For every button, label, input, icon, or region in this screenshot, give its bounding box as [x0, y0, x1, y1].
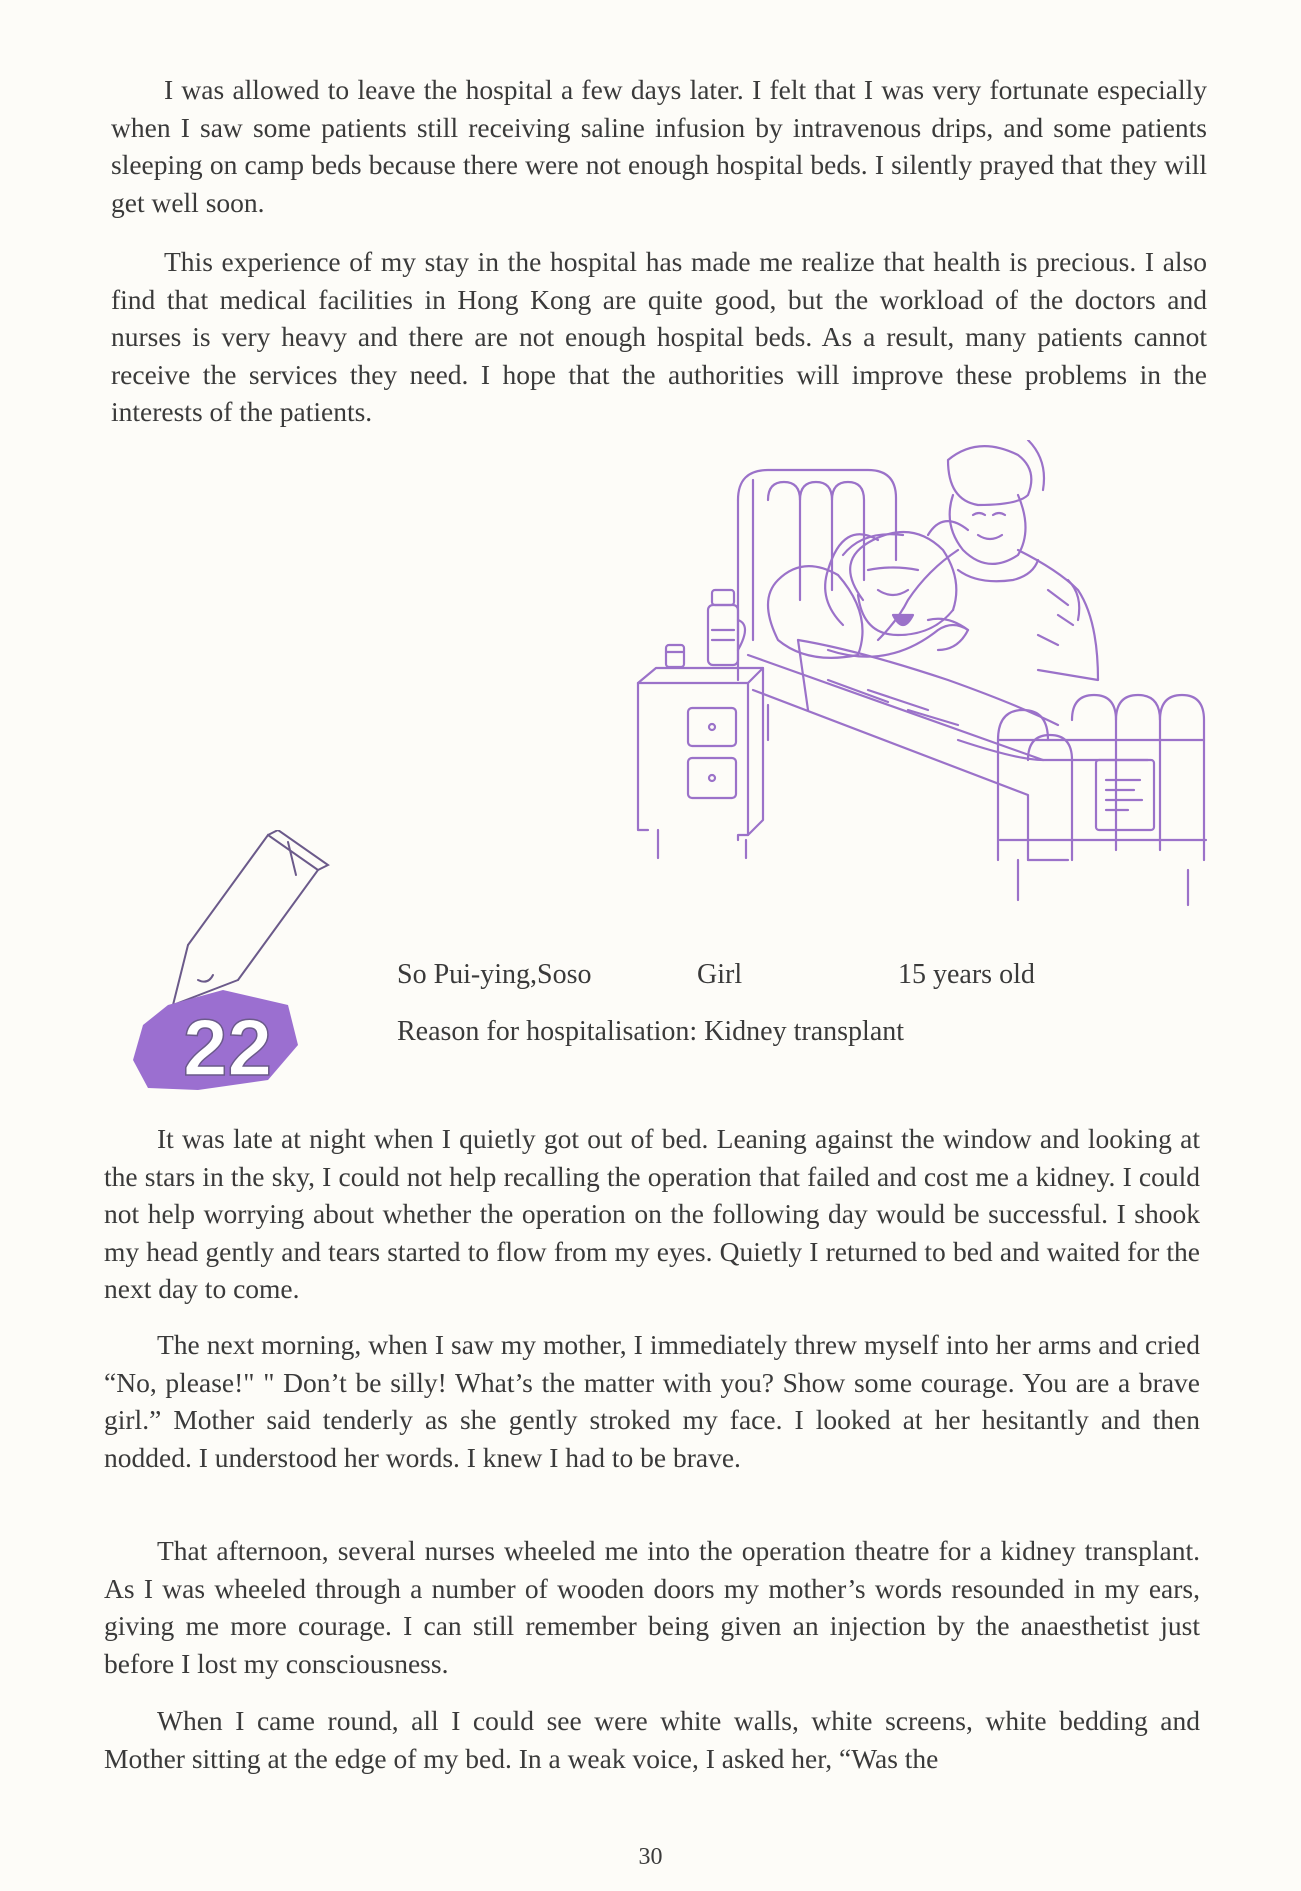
bed-footboard: [998, 695, 1206, 905]
paragraph-reflection: This experience of my stay in the hospital has made me realize that health is precious. I also find that medical facilities in Hong Kong are quite good, but the workload of the doctors and nurses is very heavy and there are not enough hospital beds. As a result, many patients cannot receive the services they need. I hope that the authorities will improve these problems in the interests of the patients.: [111, 246, 1207, 427]
patient-gender: Girl: [697, 959, 743, 990]
paragraph-operation: That afternoon, several nurses wheeled me into the operation theatre for a kidney transplant. As I was wheeled through a number of wooden doors my mother’s words resounded in my ears, giving me more courage. I can still remember being given an injection by the anaesthetist just before I lost my consciousness.: [104, 1535, 1200, 1679]
cup: [666, 645, 684, 667]
pencil-icon: [188, 835, 318, 980]
patient-age: 15 years old: [898, 959, 1035, 990]
pencil-badge: [128, 830, 348, 1110]
paragraph-discharge: I was allowed to leave the hospital a few days later. I felt that I was very fortunate especially when I saw some patients still receiving saline infusion by intravenous drips, and some patients sleeping on camp beds because there were not enough hospital beds. I silently prayed that they will get well soon.: [111, 74, 1207, 218]
page-number: 30: [638, 1844, 663, 1870]
bed-frame: [748, 655, 1148, 860]
paragraph-night: It was late at night when I quietly got out of bed. Leaning against the window and looking at the stars in the sky, I could not help recalling the operation that failed and cost me a kidney. I could not help worrying about whether the operation on the following day would be successful. I shook my head gently and tears started to flow from my eyes. Quietly I returned to bed and waited for the next day to come.: [104, 1123, 1200, 1304]
paragraph-morning: The next morning, when I saw my mother, I immediately threw myself into her arms and cried “No, please!" " Don’t be silly! What’s the matter with you? Show some courage. You are a brave girl.” Mother said tenderly as she gently stroked my face. I looked at her hesitantly and then nodded. I understood her words. I knew I had to be brave.: [104, 1329, 1200, 1473]
hospital-bed-illustration: [628, 440, 1208, 930]
entry-number: 22: [183, 1003, 272, 1092]
bedside-table: [638, 668, 763, 858]
bed-headboard: [738, 470, 896, 680]
paragraph-recovery: When I came round, all I could see were white walls, white screens, white bedding and Mother sitting at the edge of my bed. In a weak voice, I asked her, “Was the: [104, 1705, 1200, 1774]
hospitalisation-reason: Reason for hospitalisation: Kidney transplant: [397, 1016, 905, 1047]
thermos-bottle: [708, 590, 745, 665]
patient-name: So Pui-ying,Soso: [397, 959, 592, 990]
mother-figure: [878, 440, 1098, 680]
